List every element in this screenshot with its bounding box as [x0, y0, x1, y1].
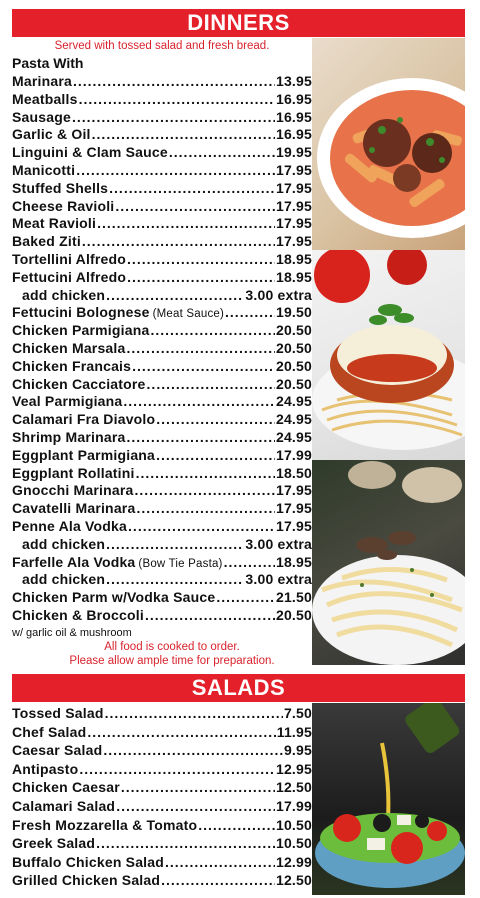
menu-item-price: 18.95 [275, 553, 312, 570]
menu-item-price: 24.95 [275, 428, 312, 445]
menu-item-name: Calamari Fra Diavolo [12, 411, 156, 428]
fettucini-mushroom-photo [312, 460, 465, 665]
menu-item-name: Meatballs [12, 90, 78, 107]
menu-item-name: Tossed Salad [12, 705, 104, 721]
menu-item-price: 18.95 [275, 268, 312, 285]
menu-item-price: 20.50 [275, 606, 312, 623]
dot-leader [127, 340, 275, 356]
dinner-menu-list [12, 73, 312, 625]
menu-item-price: 3.00 extra [245, 286, 312, 303]
dot-leader [136, 500, 275, 516]
dinners-subtitle: Served with tossed salad and fresh bread. [54, 40, 270, 52]
cooked-to-order-note: All food is cooked to order. [104, 641, 240, 653]
menu-item-name: Meat Ravioli [12, 215, 97, 232]
menu-item-price: 17.95 [275, 482, 312, 499]
menu-item-name: Marinara [12, 73, 72, 89]
menu-item-row [12, 500, 312, 518]
penne-meatballs-photo [312, 38, 465, 250]
menu-item-row [12, 465, 312, 483]
menu-item-price: 17.95 [275, 500, 312, 517]
menu-item-row [12, 742, 312, 761]
menu-item-name: Greek Salad [12, 835, 96, 852]
dot-leader [97, 215, 275, 231]
dot-leader [126, 429, 274, 445]
menu-item-name: Calamari Salad [12, 797, 116, 814]
menu-item-price: 19.50 [275, 304, 312, 321]
dot-leader [198, 817, 275, 833]
menu-item-row [12, 109, 312, 127]
menu-item-price: 13.95 [275, 73, 312, 89]
menu-item-row [12, 126, 312, 144]
dot-leader [127, 269, 275, 285]
menu-item-name: Shrimp Marinara [12, 428, 126, 445]
menu-item-price: 19.95 [275, 144, 312, 161]
menu-item-row [12, 761, 312, 780]
menu-item-price: 24.95 [275, 411, 312, 428]
menu-item-price: 21.50 [275, 589, 312, 606]
broccoli-note: w/ garlic oil & mushroom [12, 627, 132, 639]
menu-item-price: 9.95 [283, 742, 312, 759]
menu-item-name: Cheese Ravioli [12, 197, 115, 214]
dot-leader [106, 287, 244, 303]
menu-item-row [12, 835, 312, 854]
menu-item-name: Fettucini Alfredo [12, 268, 127, 285]
menu-item-price: 12.99 [275, 853, 312, 870]
menu-item-name: Chicken Francais [12, 357, 132, 374]
dot-leader [225, 304, 275, 320]
menu-item-row [12, 607, 312, 625]
menu-item-price: 10.50 [275, 816, 312, 833]
chicken-parmigiana-photo [312, 250, 465, 460]
menu-item-price: 17.95 [275, 215, 312, 232]
menu-item-name: Chicken Marsala [12, 339, 126, 356]
menu-item-price: 12.50 [275, 779, 312, 796]
menu-item-name: Chef Salad [12, 723, 87, 740]
menu-item-price: 20.50 [275, 357, 312, 374]
dot-leader [216, 589, 275, 605]
menu-item-row [12, 198, 312, 216]
menu-item-row [12, 429, 312, 447]
menu-item-row [12, 554, 312, 572]
menu-item-price: 17.95 [275, 197, 312, 214]
menu-item-name: Manicotti [12, 161, 76, 178]
menu-item-name: Sausage [12, 108, 71, 125]
dot-leader [150, 322, 275, 338]
dot-leader [145, 607, 275, 623]
menu-item-price: 17.95 [275, 517, 312, 534]
dot-leader [73, 73, 275, 89]
menu-item-row [12, 287, 312, 305]
dot-leader [165, 854, 275, 870]
menu-item-name: Veal Parmigiana [12, 393, 123, 410]
dot-leader [121, 779, 275, 795]
menu-item-name: Grilled Chicken Salad [12, 872, 161, 889]
menu-item-name: Chicken Caesar [12, 779, 120, 796]
menu-item-row [12, 854, 312, 873]
menu-item-row [12, 358, 312, 376]
menu-item-name: add chicken [22, 286, 106, 303]
menu-item-name: Stuffed Shells [12, 179, 109, 196]
menu-item-price: 20.50 [275, 375, 312, 392]
dinners-banner: DINNERS [12, 9, 465, 37]
menu-item-row [12, 705, 312, 724]
menu-item-row [12, 872, 312, 891]
menu-item-name: Fettucini Bolognese [12, 304, 150, 321]
dot-leader [136, 465, 275, 481]
preparation-time-note: Please allow ample time for preparation. [69, 655, 275, 667]
menu-item-price: 20.50 [275, 339, 312, 356]
dot-leader [224, 554, 275, 570]
menu-item-name: Antipasto [12, 760, 79, 777]
menu-item-name: Caesar Salad [12, 742, 103, 759]
salad-olive-oil-photo [312, 703, 465, 895]
menu-item-row [12, 724, 312, 743]
menu-item-row [12, 817, 312, 836]
menu-item-row [12, 589, 312, 607]
menu-item-price: 20.50 [275, 322, 312, 339]
menu-item-row [12, 215, 312, 233]
menu-item-row [12, 251, 312, 269]
dot-leader [109, 180, 275, 196]
dot-leader [72, 109, 275, 125]
menu-item-name: Fresh Mozzarella & Tomato [12, 816, 198, 833]
dot-leader [79, 761, 275, 777]
menu-item-price: 17.99 [275, 446, 312, 463]
menu-item-row [12, 144, 312, 162]
dot-leader [92, 126, 275, 142]
menu-item-row [12, 73, 312, 91]
menu-item-row [12, 393, 312, 411]
menu-item-price: 18.95 [275, 250, 312, 267]
menu-item-row [12, 180, 312, 198]
menu-item-row [12, 411, 312, 429]
menu-item-price: 7.50 [283, 705, 312, 721]
menu-item-row [12, 571, 312, 589]
menu-item-row [12, 91, 312, 109]
dot-leader [82, 233, 275, 249]
pasta-with-heading: Pasta With [12, 55, 84, 71]
menu-item-row [12, 376, 312, 394]
menu-item-row [12, 779, 312, 798]
dot-leader [169, 144, 275, 160]
menu-item-name: Chicken & Broccoli [12, 606, 144, 623]
menu-item-name: Tortellini Alfredo [12, 250, 127, 267]
menu-item-row [12, 162, 312, 180]
dot-leader [123, 393, 275, 409]
menu-item-price: 17.99 [275, 797, 312, 814]
dot-leader [132, 358, 275, 374]
dot-leader [105, 705, 283, 721]
dot-leader [103, 742, 283, 758]
menu-item-price: 12.95 [275, 760, 312, 777]
menu-item-name: Chicken Cacciatore [12, 375, 146, 392]
dot-leader [127, 251, 275, 267]
dot-leader [116, 798, 275, 814]
menu-item-row [12, 482, 312, 500]
menu-item-row [12, 304, 312, 322]
menu-item-price: 17.95 [275, 161, 312, 178]
dot-leader [161, 872, 275, 888]
salad-menu-list [12, 705, 312, 891]
menu-item-row [12, 233, 312, 251]
menu-item-price: 16.95 [275, 90, 312, 107]
menu-item-name: Eggplant Rollatini [12, 464, 135, 481]
menu-item-price: 12.50 [275, 872, 312, 889]
menu-item-name: Gnocchi Marinara [12, 482, 134, 499]
dot-leader [106, 536, 244, 552]
dot-leader [128, 518, 275, 534]
menu-item-row [12, 269, 312, 287]
dot-leader [76, 162, 275, 178]
menu-item-name: Chicken Parmigiana [12, 322, 150, 339]
dot-leader [156, 411, 275, 427]
menu-item-name: add chicken [22, 571, 106, 588]
menu-item-name: Buffalo Chicken Salad [12, 853, 165, 870]
salads-banner: SALADS [12, 674, 465, 702]
menu-item-row [12, 798, 312, 817]
menu-item-name: Baked Ziti [12, 233, 81, 250]
menu-item-price: 24.95 [275, 393, 312, 410]
menu-item-name: Chicken Parm w/Vodka Sauce [12, 589, 216, 606]
dot-leader [87, 724, 275, 740]
menu-item-row [12, 536, 312, 554]
dot-leader [96, 835, 275, 851]
menu-item-price: 17.95 [275, 233, 312, 250]
menu-item-name: Cavatelli Marinara [12, 500, 136, 517]
dot-leader [156, 447, 275, 463]
menu-item-row [12, 518, 312, 536]
dot-leader [134, 482, 274, 498]
menu-item-price: 16.95 [275, 108, 312, 125]
menu-item-name: add chicken [22, 535, 106, 552]
menu-item-row [12, 340, 312, 358]
menu-item-description: (Meat Sauce) [152, 308, 225, 321]
menu-item-price: 3.00 extra [245, 571, 312, 588]
menu-item-row [12, 322, 312, 340]
dot-leader [79, 91, 275, 107]
menu-item-description: (Bow Tie Pasta) [138, 557, 223, 570]
menu-item-price: 3.00 extra [245, 535, 312, 552]
menu-item-price: 16.95 [275, 126, 312, 143]
menu-item-name: Garlic & Oil [12, 126, 91, 143]
menu-item-name: Farfelle Ala Vodka [12, 553, 136, 570]
menu-item-name: Eggplant Parmigiana [12, 446, 156, 463]
menu-item-price: 18.50 [275, 464, 312, 481]
dot-leader [115, 198, 275, 214]
menu-item-price: 17.95 [275, 179, 312, 196]
menu-item-row [12, 447, 312, 465]
dot-leader [147, 376, 275, 392]
menu-item-name: Linguini & Clam Sauce [12, 144, 168, 161]
menu-item-name: Penne Ala Vodka [12, 517, 128, 534]
dot-leader [106, 571, 244, 587]
menu-item-price: 10.50 [275, 835, 312, 852]
menu-item-price: 11.95 [276, 723, 312, 740]
